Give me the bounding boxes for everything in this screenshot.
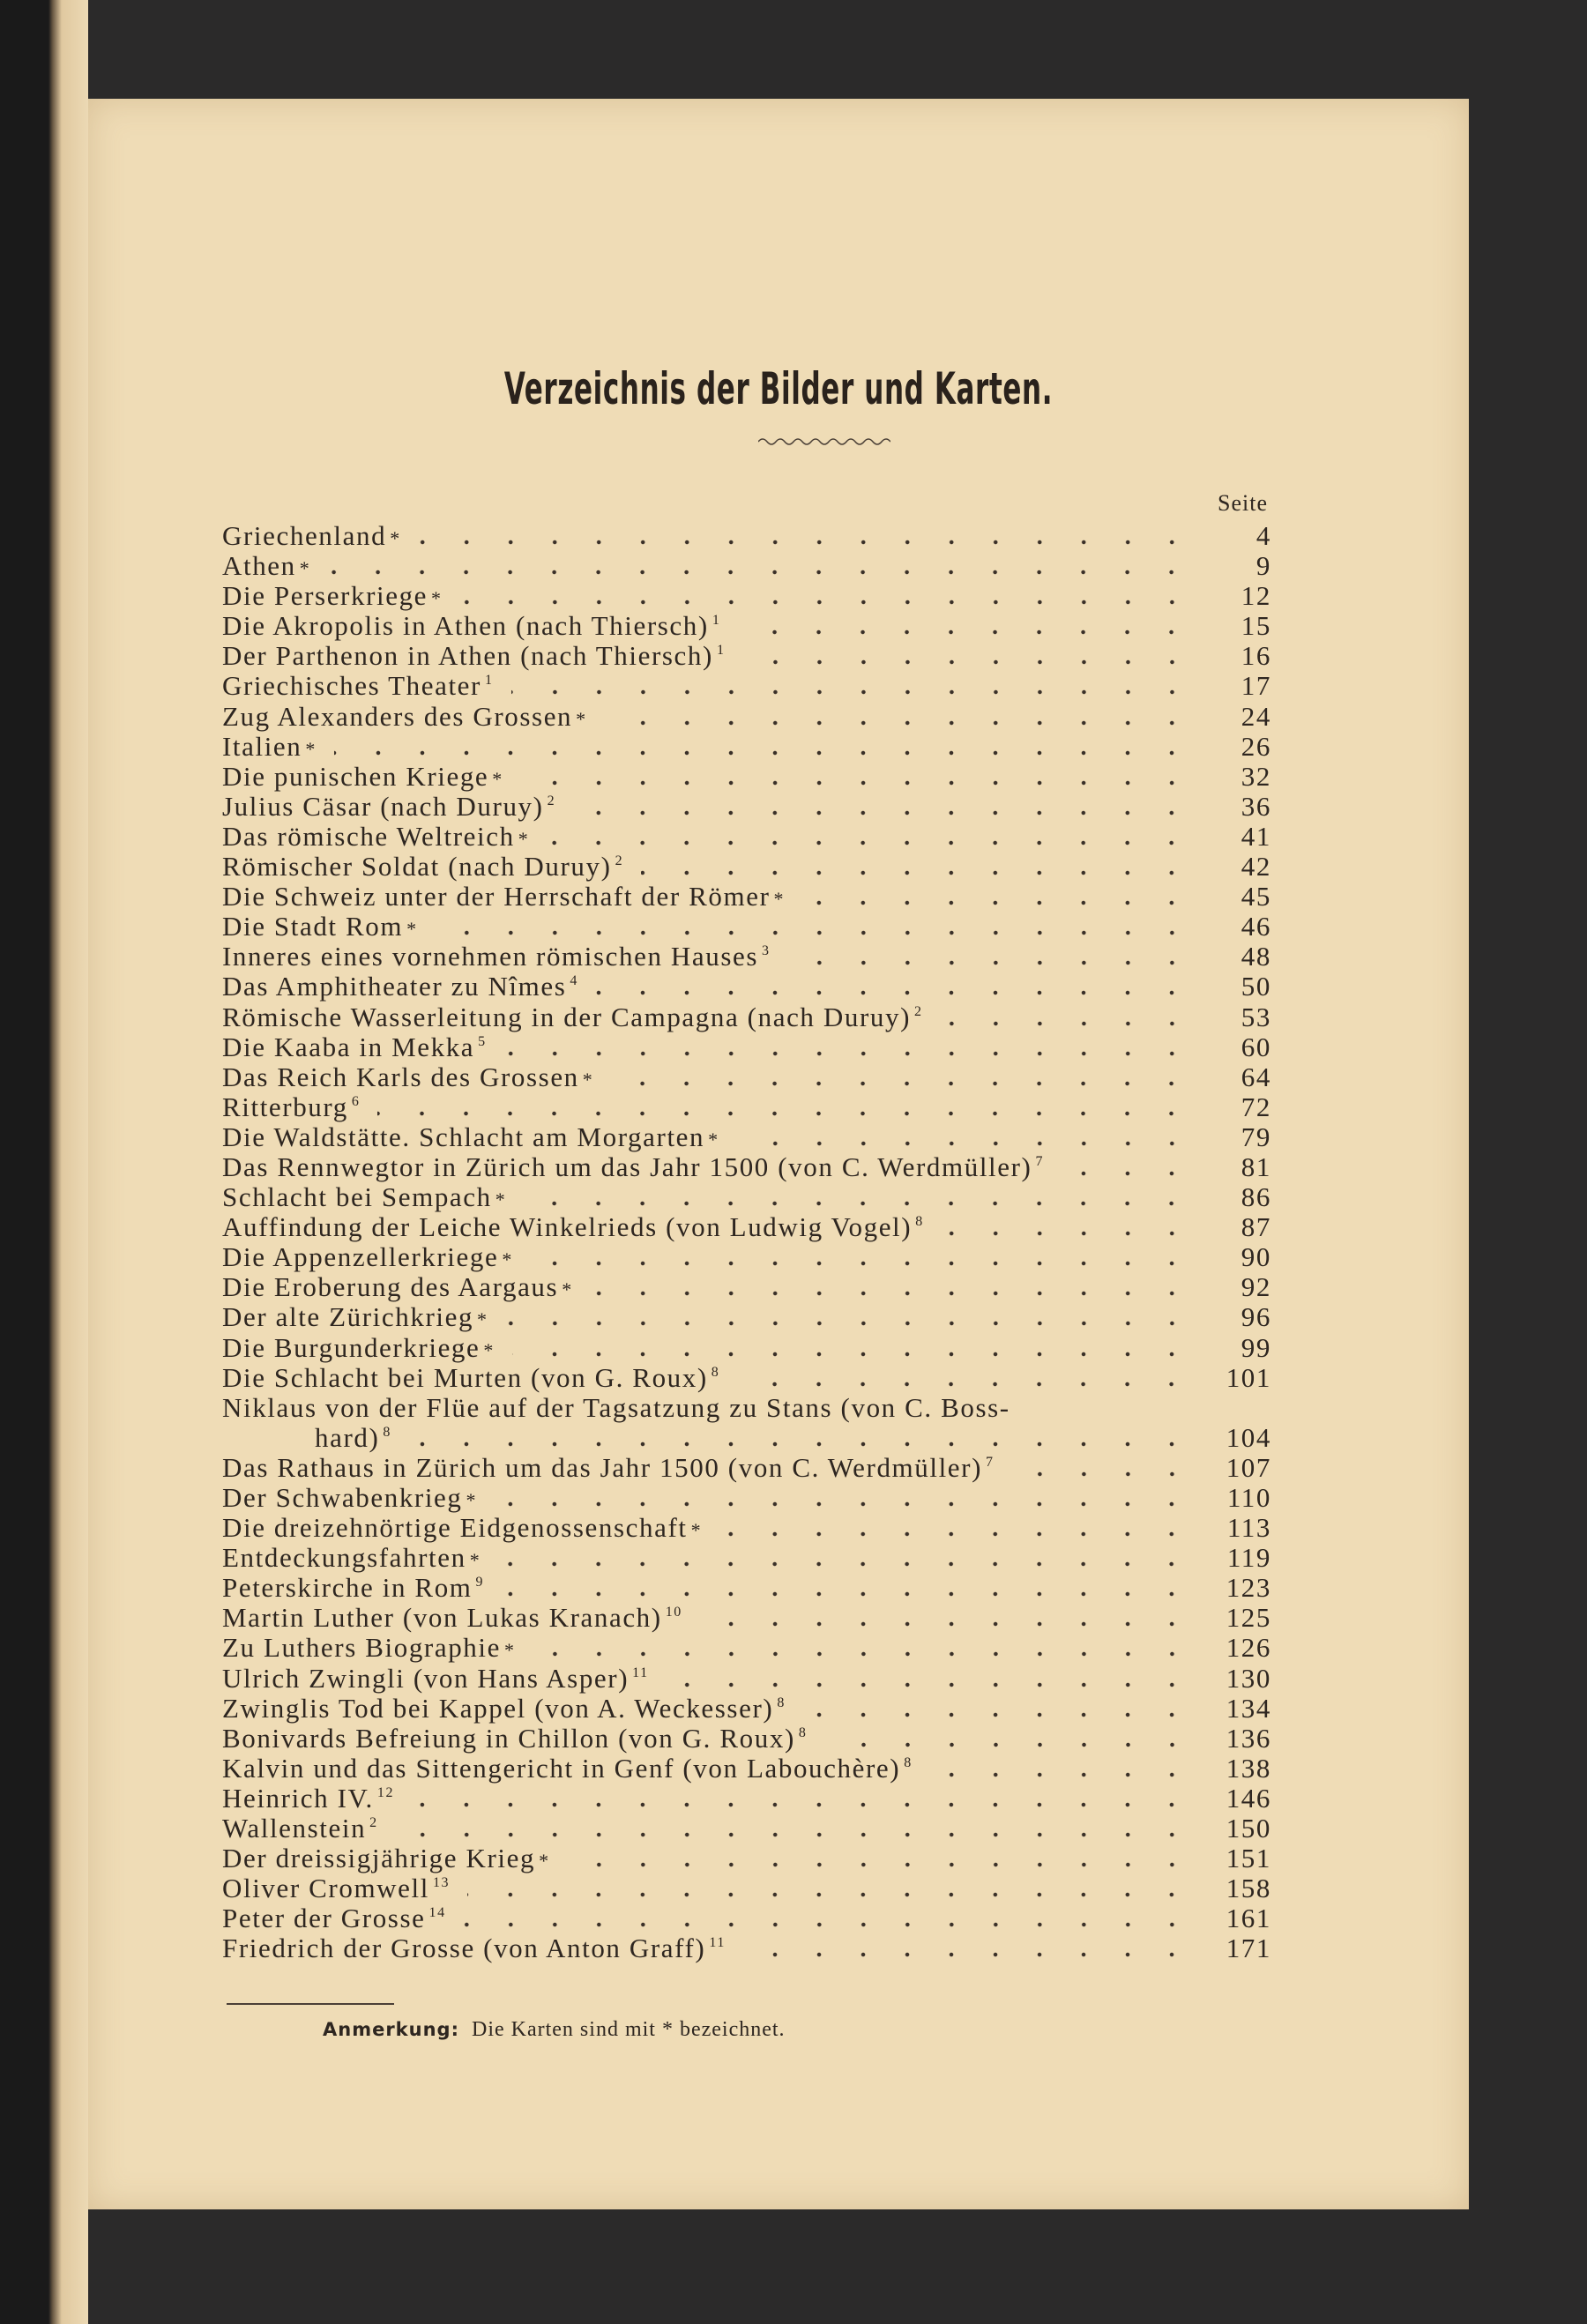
dot-leader bbox=[942, 1231, 1194, 1236]
contents-list bbox=[222, 520, 1271, 1963]
entry-mark: * bbox=[406, 918, 418, 941]
entry-title: Athen bbox=[222, 550, 296, 582]
entry-title: Entdeckungsfahrten bbox=[222, 1542, 466, 1574]
entry-title: Die Perserkriege bbox=[222, 580, 428, 612]
list-item bbox=[222, 1241, 1271, 1271]
entry-title: Der Parthenon in Athen (nach Thiersch) bbox=[222, 640, 713, 672]
entry-title: Bonivards Befreiung in Chillon (von G. Roux) bbox=[222, 1722, 795, 1754]
entry-mark: * bbox=[469, 1549, 481, 1572]
dot-leader bbox=[521, 780, 1194, 786]
entry-mark: * bbox=[483, 1338, 495, 1361]
entry-page: 87 bbox=[1241, 1211, 1271, 1243]
entry-mark: * bbox=[539, 1850, 550, 1873]
dot-leader bbox=[502, 1591, 1194, 1597]
entry-page: 42 bbox=[1241, 851, 1271, 883]
entry-page: 110 bbox=[1226, 1482, 1271, 1513]
entry-title: Griechenland bbox=[222, 520, 387, 551]
list-item bbox=[222, 1602, 1271, 1632]
dot-leader bbox=[700, 1621, 1194, 1627]
entry-mark: 12 bbox=[376, 1784, 395, 1800]
dot-leader bbox=[596, 990, 1194, 995]
entry-page: 17 bbox=[1241, 670, 1271, 702]
list-item bbox=[222, 1843, 1271, 1873]
entry-mark: 1 bbox=[712, 613, 721, 629]
entry-page: 92 bbox=[1241, 1271, 1271, 1303]
dot-leader bbox=[573, 810, 1194, 816]
dot-leader bbox=[941, 1021, 1194, 1026]
entry-mark: * bbox=[495, 1188, 507, 1211]
entry-title: Peter der Grosse bbox=[222, 1903, 426, 1934]
entry-page: 119 bbox=[1226, 1542, 1271, 1574]
entry-mark: * bbox=[708, 1128, 719, 1151]
dot-leader bbox=[524, 1201, 1194, 1206]
list-item bbox=[222, 971, 1271, 1001]
entry-mark: 6 bbox=[351, 1093, 361, 1109]
list-item bbox=[222, 1061, 1271, 1091]
dot-leader bbox=[396, 1832, 1194, 1837]
dot-leader bbox=[738, 629, 1194, 635]
list-item bbox=[222, 731, 1271, 761]
entry-title: Zug Alexanders des Grossen bbox=[222, 700, 573, 732]
dot-leader bbox=[788, 960, 1194, 965]
entry-mark: * bbox=[299, 557, 311, 580]
dot-leader bbox=[409, 1441, 1194, 1447]
list-item bbox=[222, 1693, 1271, 1723]
list-item bbox=[222, 1933, 1271, 1963]
entry-page: 134 bbox=[1226, 1692, 1271, 1724]
list-item bbox=[222, 1542, 1271, 1572]
entry-title: Das Amphitheater zu Nîmes bbox=[222, 971, 567, 1002]
entry-title: Griechisches Theater bbox=[222, 670, 481, 702]
list-item bbox=[222, 761, 1271, 791]
list-item bbox=[222, 1392, 1271, 1422]
footnote-label: Anmerkung: bbox=[323, 2019, 459, 2040]
dot-leader bbox=[719, 1531, 1194, 1537]
entry-mark: 8 bbox=[383, 1424, 392, 1440]
entry-page: 150 bbox=[1226, 1813, 1271, 1844]
entry-page: 158 bbox=[1226, 1873, 1271, 1904]
entry-title: Die Kaaba in Mekka bbox=[222, 1031, 475, 1062]
entry-page: 107 bbox=[1226, 1451, 1271, 1483]
entry-page: 146 bbox=[1226, 1782, 1271, 1814]
entry-page: 46 bbox=[1241, 911, 1271, 942]
entry-mark: 13 bbox=[432, 1875, 451, 1891]
entry-title: Das Rennwegtor in Zürich um das Jahr 1500 (von C. Werdmüller) bbox=[222, 1151, 1032, 1182]
entry-page: 151 bbox=[1226, 1843, 1271, 1874]
dot-leader bbox=[743, 1952, 1194, 1957]
dot-leader bbox=[504, 1051, 1194, 1056]
dot-leader bbox=[498, 1561, 1194, 1567]
entry-page: 113 bbox=[1226, 1512, 1271, 1544]
entry-title: Die Eroberung des Aargaus bbox=[222, 1271, 559, 1303]
entry-mark: 11 bbox=[709, 1935, 726, 1951]
list-item bbox=[222, 911, 1271, 941]
entry-page: 60 bbox=[1241, 1031, 1271, 1062]
entry-title: Der dreissigjährige Krieg bbox=[222, 1843, 536, 1874]
entry-title: Wallenstein bbox=[222, 1813, 367, 1844]
list-item bbox=[222, 1032, 1271, 1061]
entry-mark: * bbox=[503, 1639, 516, 1662]
entry-title: Die Schlacht bei Murten (von G. Roux) bbox=[222, 1361, 708, 1393]
entry-title: Kalvin und das Sittengericht in Genf (von Labouchère) bbox=[222, 1752, 901, 1784]
entry-mark: 7 bbox=[986, 1454, 995, 1470]
entry-page: 45 bbox=[1241, 881, 1271, 912]
entry-mark: * bbox=[305, 737, 317, 760]
page-column-header: Seite bbox=[1218, 490, 1268, 516]
entry-page: 126 bbox=[1226, 1632, 1271, 1664]
entry-title: Peterskirche in Rom bbox=[222, 1572, 473, 1604]
dot-leader bbox=[512, 1352, 1194, 1357]
entry-mark: 8 bbox=[915, 1214, 924, 1230]
entry-title: Oliver Cromwell bbox=[222, 1873, 429, 1904]
entry-mark: 2 bbox=[547, 793, 556, 808]
list-item bbox=[222, 1813, 1271, 1843]
entry-mark: 8 bbox=[798, 1724, 808, 1740]
entry-mark: 7 bbox=[1035, 1153, 1045, 1169]
dot-leader bbox=[533, 1651, 1194, 1657]
entry-mark: * bbox=[502, 1248, 513, 1271]
list-item bbox=[222, 821, 1271, 851]
entry-page: 136 bbox=[1226, 1722, 1271, 1754]
list-item bbox=[222, 941, 1271, 971]
list-item bbox=[222, 1753, 1271, 1783]
entry-title: Schlacht bei Sempach bbox=[222, 1181, 492, 1213]
dot-leader bbox=[825, 1742, 1195, 1747]
entry-mark: 8 bbox=[777, 1695, 786, 1710]
dot-leader bbox=[605, 720, 1194, 726]
list-item bbox=[222, 1482, 1271, 1512]
entry-page: 4 bbox=[1255, 520, 1271, 551]
list-item bbox=[222, 1873, 1271, 1903]
entry-page: 32 bbox=[1241, 760, 1271, 792]
entry-page: 48 bbox=[1241, 941, 1271, 972]
dot-leader bbox=[328, 570, 1194, 575]
list-item bbox=[222, 1002, 1271, 1032]
entry-mark: 3 bbox=[762, 943, 771, 959]
entry-mark: 2 bbox=[615, 853, 624, 869]
entry-mark: 2 bbox=[369, 1815, 378, 1831]
entry-title: Italien bbox=[222, 730, 302, 762]
entry-title: Die dreizehnörtige Eidgenossenschaft bbox=[222, 1512, 688, 1544]
entry-page: 53 bbox=[1241, 1001, 1271, 1032]
list-item bbox=[222, 1181, 1271, 1211]
entry-mark: 8 bbox=[904, 1754, 913, 1770]
list-item bbox=[222, 701, 1271, 731]
entry-title: Die Burgunderkriege bbox=[222, 1331, 481, 1363]
dot-leader bbox=[531, 1261, 1194, 1266]
entry-page: 130 bbox=[1226, 1662, 1271, 1694]
entry-title: Die Stadt Rom bbox=[222, 911, 404, 942]
entry-page: 36 bbox=[1241, 790, 1271, 822]
entry-title: Ulrich Zwingli (von Hans Asper) bbox=[222, 1662, 630, 1694]
list-item bbox=[222, 1512, 1271, 1542]
entry-page: 96 bbox=[1241, 1301, 1271, 1333]
list-item bbox=[222, 520, 1271, 550]
list-item bbox=[222, 640, 1271, 670]
entry-mark: * bbox=[562, 1278, 573, 1301]
entry-page: 123 bbox=[1226, 1572, 1271, 1604]
dot-leader bbox=[436, 930, 1194, 935]
list-item bbox=[222, 1783, 1271, 1813]
list-item bbox=[222, 1301, 1271, 1331]
entry-mark: * bbox=[690, 1519, 703, 1542]
wavy-ornament bbox=[758, 436, 890, 448]
entry-mark: 9 bbox=[475, 1575, 485, 1590]
dot-leader bbox=[547, 840, 1194, 845]
entry-title: Die Akropolis in Athen (nach Thiersch) bbox=[222, 610, 709, 642]
list-item bbox=[222, 1151, 1271, 1181]
entry-page: 50 bbox=[1241, 971, 1271, 1002]
entry-page: 79 bbox=[1241, 1121, 1271, 1152]
dot-leader bbox=[641, 870, 1194, 875]
list-item-continuation bbox=[222, 1422, 1271, 1452]
dot-leader bbox=[802, 900, 1194, 905]
entry-page: 138 bbox=[1226, 1752, 1271, 1784]
entry-title: Inneres eines vornehmen römischen Hauses bbox=[222, 941, 759, 972]
entry-mark: * bbox=[582, 1068, 594, 1091]
list-item bbox=[222, 1271, 1271, 1301]
list-item bbox=[222, 1663, 1271, 1693]
dot-leader bbox=[568, 1862, 1194, 1867]
entry-title: Martin Luther (von Lukas Kranach) bbox=[222, 1602, 662, 1634]
list-item bbox=[222, 1091, 1271, 1121]
entry-mark: * bbox=[477, 1308, 488, 1331]
list-item bbox=[222, 1452, 1271, 1482]
footnote bbox=[323, 2018, 786, 2042]
footnote-rule bbox=[227, 2003, 394, 2005]
entry-title: Die Schweiz unter der Herrschaft der Römer bbox=[222, 881, 771, 912]
dot-leader bbox=[460, 600, 1194, 605]
entry-page: 16 bbox=[1241, 640, 1271, 672]
entry-mark: 5 bbox=[478, 1033, 487, 1049]
list-item bbox=[222, 851, 1271, 881]
entry-page: 9 bbox=[1255, 550, 1271, 582]
entry-page: 101 bbox=[1226, 1361, 1271, 1393]
dot-leader bbox=[930, 1772, 1194, 1777]
dot-leader bbox=[1012, 1471, 1194, 1477]
entry-title: Der alte Zürichkrieg bbox=[222, 1301, 474, 1333]
entry-title: Die Waldstätte. Schlacht am Morgarten bbox=[222, 1121, 705, 1152]
list-item bbox=[222, 610, 1271, 640]
entry-mark: 4 bbox=[570, 973, 578, 989]
entry-title: Zwinglis Tod bei Kappel (von A. Weckesser) bbox=[222, 1692, 774, 1724]
entry-mark: * bbox=[390, 527, 401, 549]
entry-page: 81 bbox=[1241, 1151, 1271, 1182]
entry-page: 171 bbox=[1226, 1933, 1271, 1964]
dot-leader bbox=[464, 1922, 1194, 1927]
dot-leader bbox=[611, 1081, 1194, 1086]
entry-page: 99 bbox=[1241, 1331, 1271, 1363]
dot-leader bbox=[377, 1111, 1194, 1116]
page-title: Verzeichnis der Bilder und Karten. bbox=[503, 363, 1054, 414]
previous-page-edge bbox=[0, 0, 88, 2324]
footnote-text: Die Karten sind mit * bezeichnet. bbox=[471, 2018, 786, 2041]
dot-leader bbox=[737, 1141, 1194, 1146]
list-item bbox=[222, 550, 1271, 580]
list-item bbox=[222, 1362, 1271, 1392]
dot-leader bbox=[334, 750, 1194, 756]
entry-page: 72 bbox=[1241, 1091, 1271, 1122]
entry-mark: 2 bbox=[914, 1003, 923, 1019]
list-item bbox=[222, 580, 1271, 610]
list-item bbox=[222, 1903, 1271, 1933]
entry-mark: * bbox=[492, 767, 503, 790]
entry-title: Auffindung der Leiche Winkelrieds (von Ludwig Vogel) bbox=[222, 1211, 913, 1243]
entry-title: Friedrich der Grosse (von Anton Graff) bbox=[222, 1933, 706, 1964]
entry-title: Ritterburg bbox=[222, 1091, 348, 1122]
entry-page: 15 bbox=[1241, 610, 1271, 642]
dot-leader bbox=[506, 1321, 1194, 1326]
list-item bbox=[222, 1211, 1271, 1241]
list-item bbox=[222, 881, 1271, 911]
entry-title: Die Appenzellerkriege bbox=[222, 1241, 499, 1273]
entry-title: Heinrich IV. bbox=[222, 1782, 374, 1814]
entry-page: 12 bbox=[1241, 580, 1271, 612]
dot-leader bbox=[467, 1892, 1194, 1897]
dot-leader bbox=[412, 1802, 1194, 1807]
entry-mark: 1 bbox=[716, 643, 726, 659]
entry-page: 86 bbox=[1241, 1181, 1271, 1213]
entry-mark: 10 bbox=[665, 1605, 682, 1620]
entry-page: 104 bbox=[1226, 1421, 1271, 1453]
entry-title-continued: hard) bbox=[315, 1421, 380, 1453]
entry-title: Julius Cäsar (nach Duruy) bbox=[222, 790, 544, 822]
dot-leader bbox=[495, 1501, 1194, 1507]
entry-title: Das Rathaus in Zürich um das Jahr 1500 (von C. Werdmüller) bbox=[222, 1451, 983, 1483]
entry-mark: * bbox=[773, 888, 786, 911]
entry-page: 41 bbox=[1241, 820, 1271, 852]
entry-title: Zu Luthers Biographie bbox=[222, 1632, 501, 1664]
dot-leader bbox=[591, 1291, 1194, 1296]
dot-leader bbox=[667, 1682, 1194, 1687]
entry-mark: * bbox=[466, 1489, 478, 1511]
entry-page: 24 bbox=[1241, 700, 1271, 732]
entry-title: Das römische Weltreich bbox=[222, 820, 515, 852]
list-item bbox=[222, 1632, 1271, 1662]
dot-leader bbox=[511, 689, 1194, 695]
entry-page: 161 bbox=[1226, 1903, 1271, 1934]
entry-mark: 1 bbox=[484, 673, 494, 689]
entry-mark: 8 bbox=[711, 1364, 720, 1380]
entry-mark: * bbox=[518, 827, 530, 850]
entry-mark: * bbox=[576, 707, 587, 730]
entry-page: 125 bbox=[1226, 1602, 1271, 1634]
entry-title: Der Schwabenkrieg bbox=[222, 1482, 463, 1513]
list-item bbox=[222, 1723, 1271, 1753]
entry-page: 64 bbox=[1241, 1061, 1271, 1092]
entry-mark: * bbox=[431, 587, 443, 610]
entry-mark: 11 bbox=[632, 1665, 649, 1680]
entry-mark: 14 bbox=[428, 1905, 446, 1921]
entry-title: Römischer Soldat (nach Duruy) bbox=[222, 851, 612, 883]
list-item bbox=[222, 1332, 1271, 1362]
list-item bbox=[222, 1121, 1271, 1151]
entry-title: Römische Wasserleitung in der Campagna (nach Duruy) bbox=[222, 1001, 912, 1032]
list-item bbox=[222, 791, 1271, 821]
list-item bbox=[222, 1572, 1271, 1602]
dot-leader bbox=[419, 540, 1194, 545]
entry-title: Das Reich Karls des Grossen bbox=[222, 1061, 579, 1092]
dot-leader bbox=[1062, 1171, 1194, 1176]
entry-page: 90 bbox=[1241, 1241, 1271, 1273]
dot-leader bbox=[737, 1382, 1194, 1387]
list-item bbox=[222, 670, 1271, 700]
dot-leader bbox=[803, 1712, 1194, 1717]
dot-leader bbox=[743, 659, 1194, 665]
book-page bbox=[88, 99, 1469, 2209]
entry-title: Niklaus von der Flüe auf der Tagsatzung zu Stans (von C. Boss- bbox=[222, 1391, 1010, 1423]
entry-page: 26 bbox=[1241, 730, 1271, 762]
entry-title: Die punischen Kriege bbox=[222, 760, 489, 792]
